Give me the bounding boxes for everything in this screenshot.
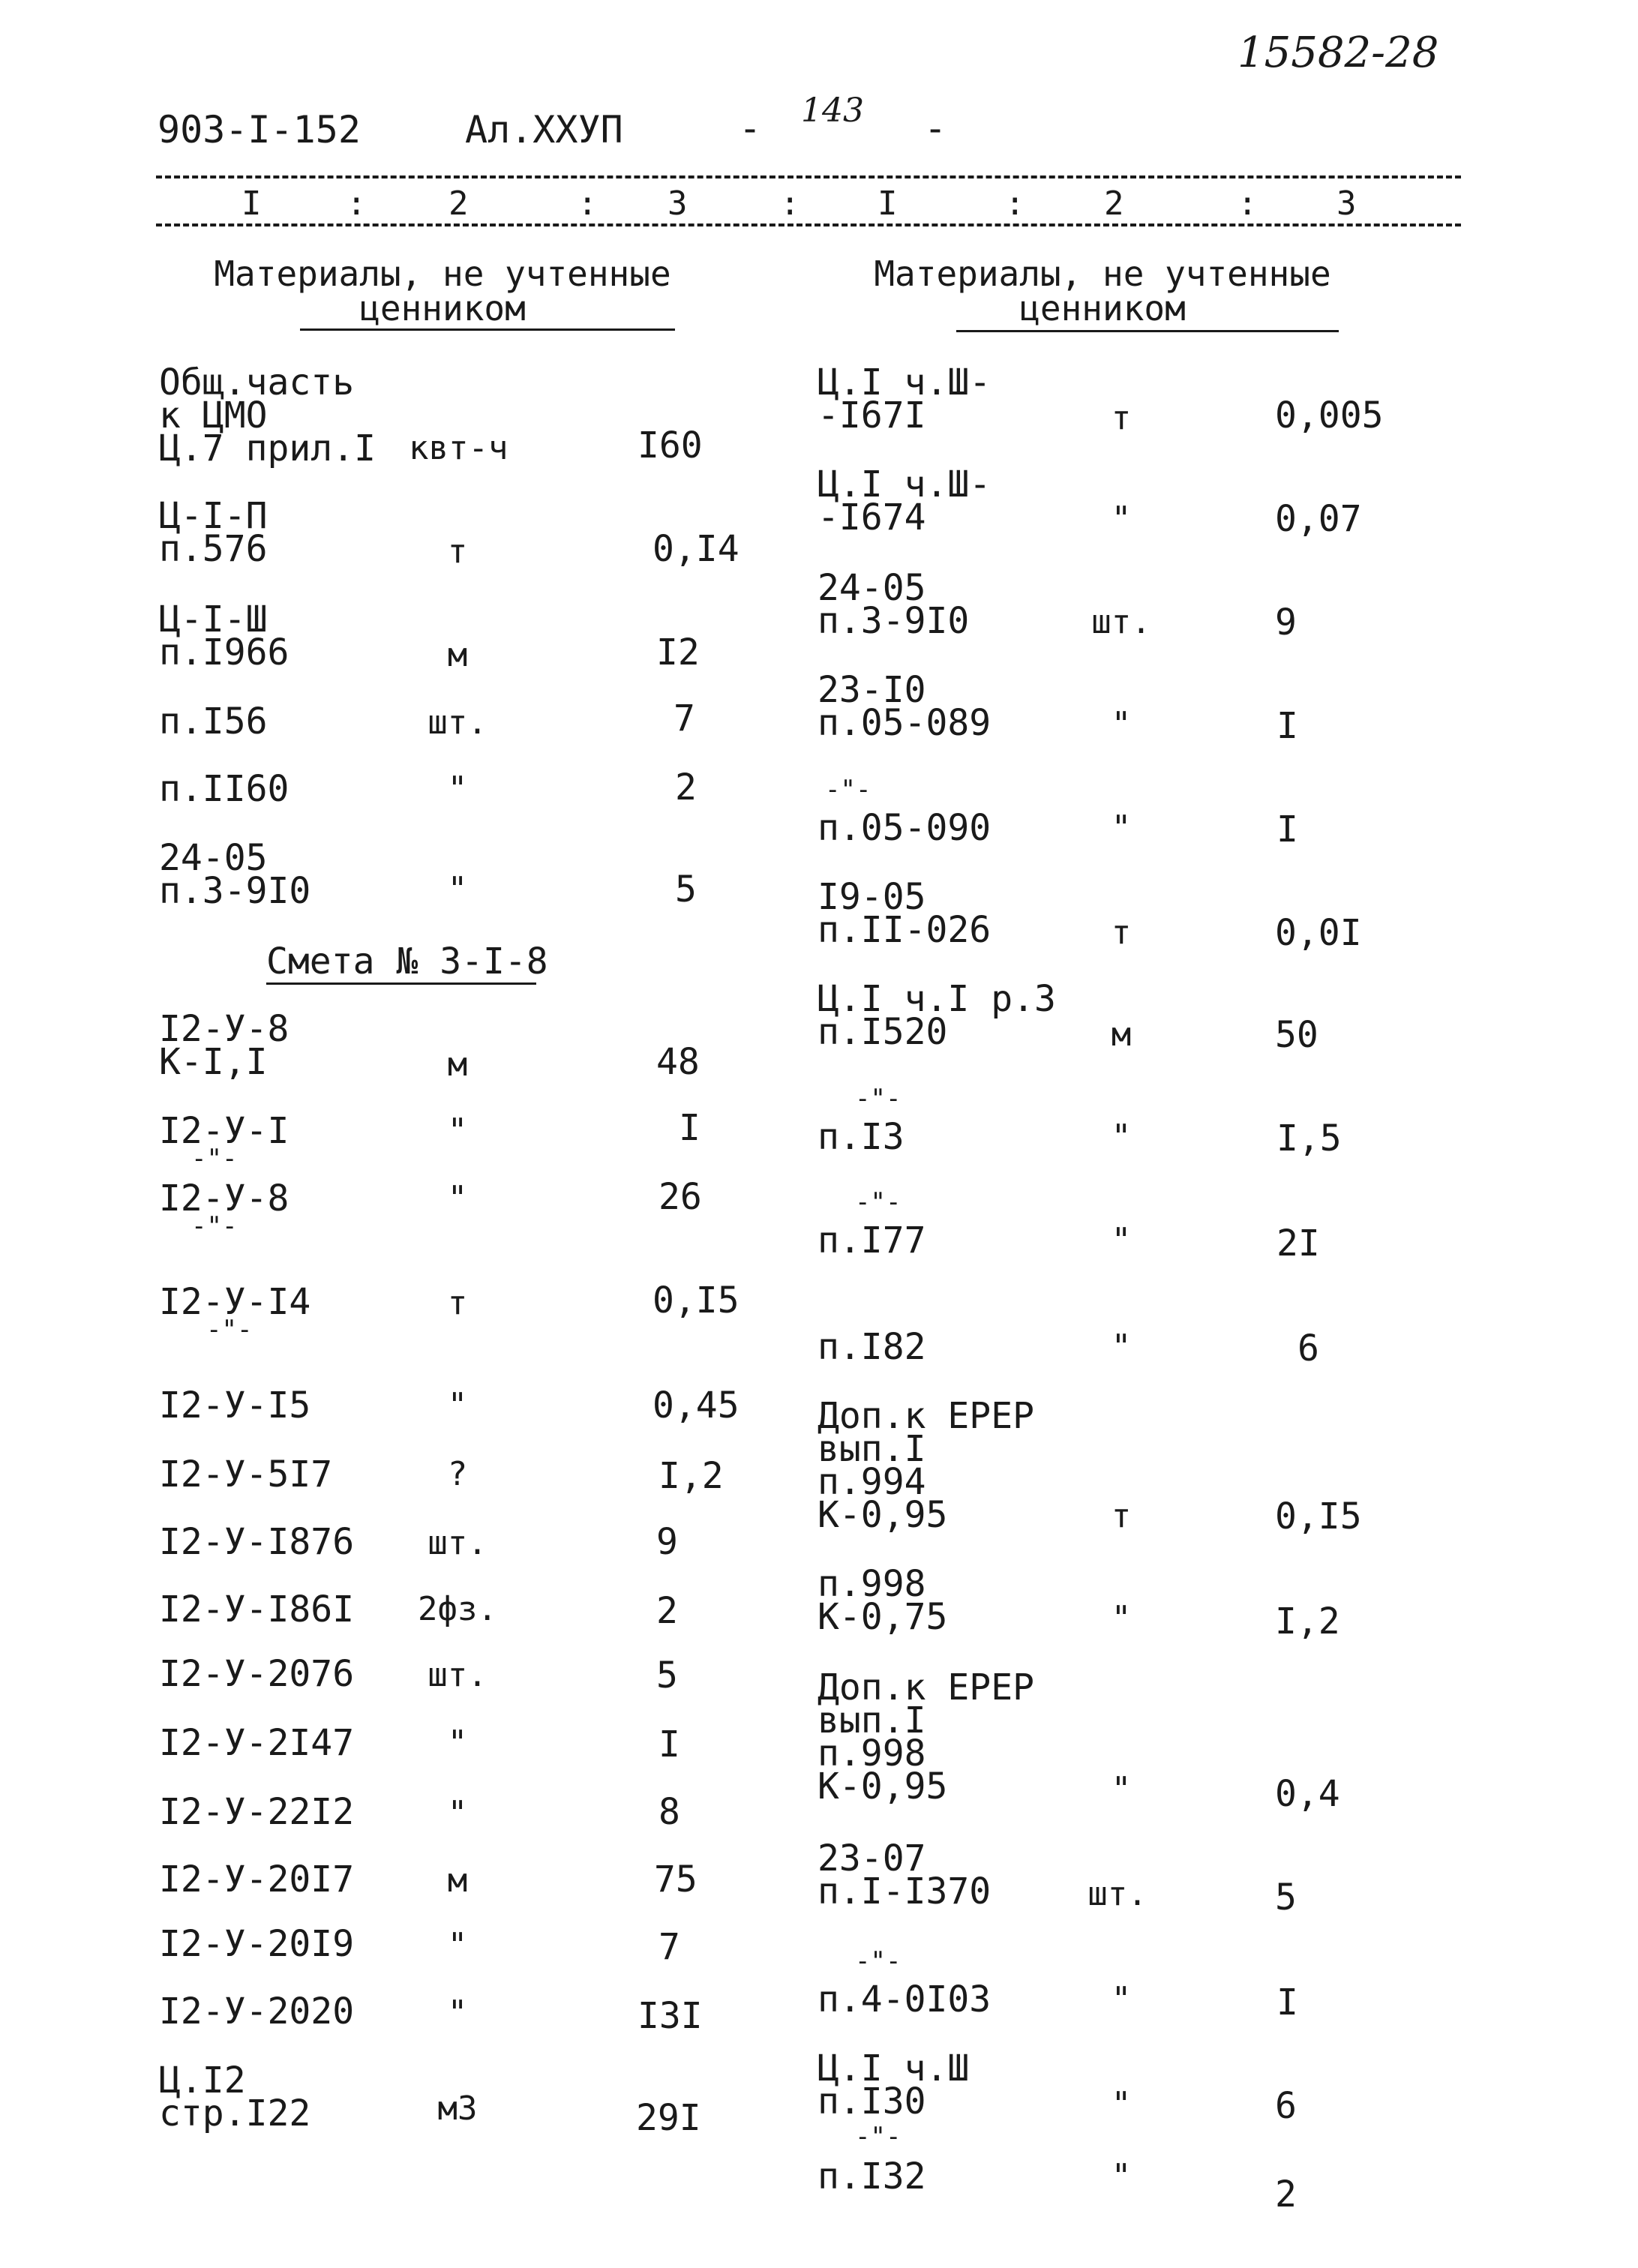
right-row-unit: т: [1111, 914, 1132, 952]
left-row-unit: т: [447, 1284, 468, 1322]
right-row-unit: м: [1111, 1016, 1132, 1054]
left-row-code: п.I56: [159, 700, 268, 742]
col-sep-right-1: :: [1005, 184, 1025, 223]
left-row-value: 7: [674, 698, 695, 740]
left-row-unit: ": [447, 1112, 468, 1150]
ditto-mark: -"-: [191, 1144, 238, 1174]
left-row-value: I2: [656, 632, 700, 674]
right-row-code: Доп.к ЕРЕР вып.I п.994 К-0,95: [818, 1395, 1034, 1536]
left-heading-line2: ценником: [359, 288, 526, 328]
left-row-code: I2-У-2020: [159, 1990, 355, 2032]
col-num-right-1: I: [878, 184, 898, 223]
col-sep-left-1: :: [346, 184, 367, 223]
right-row-value: 9: [1275, 602, 1297, 644]
right-row-code: Ц.I ч.Ш- -I67I: [818, 362, 992, 436]
left-row-unit: м: [447, 1862, 468, 1900]
right-row-code: Ц.I ч.Ш п.I30: [818, 2048, 970, 2122]
left-row-value: 29I: [636, 2097, 701, 2139]
col-sep-center: :: [780, 184, 800, 223]
left-row-unit: м: [447, 1046, 468, 1084]
col-num-left-1: I: [242, 184, 262, 223]
col-num-right-3: 3: [1336, 184, 1357, 223]
left-row-value: I3I: [638, 1995, 703, 2037]
right-row-code: п.05-090: [818, 807, 992, 849]
left-row-unit: ": [447, 870, 468, 908]
left-heading-line1: Материалы, не учтенные: [214, 254, 671, 294]
left-row-value: 0,I4: [652, 528, 740, 570]
right-row-unit: шт.: [1091, 603, 1151, 641]
header-dashed-rule-top: [156, 176, 1461, 178]
left-row-code: I2-У-I: [159, 1110, 290, 1152]
page-number: 143: [801, 92, 864, 130]
ditto-mark: -"-: [191, 1211, 238, 1241]
right-row-unit: ": [1111, 1328, 1132, 1366]
left-row-code: п.II60: [159, 768, 290, 810]
right-row-unit: ": [1111, 1980, 1132, 2018]
right-row-value: I: [1276, 1982, 1298, 2024]
right-row-value: 0,0I: [1275, 912, 1362, 954]
right-row-unit: шт.: [1088, 1875, 1148, 1913]
left-row-value: 26: [658, 1176, 702, 1218]
left-row-code: I2-У-5I7: [159, 1454, 333, 1496]
left-row-value: 5: [656, 1654, 678, 1696]
left-row-code: 24-05 п.3-9I0: [159, 837, 311, 912]
left-row-code: I2-У-8 К-I,I: [159, 1008, 290, 1083]
left-row-unit: ": [447, 1179, 468, 1217]
right-row-unit: ": [1111, 1599, 1132, 1637]
left-row-unit: т: [447, 532, 468, 571]
right-row-unit: ": [1111, 1770, 1132, 1808]
right-row-code: п.I3: [818, 1116, 904, 1158]
left-row-unit: шт.: [428, 1656, 488, 1694]
right-row-code: Доп.к ЕРЕР вып.I п.998 К-0,95: [818, 1666, 1034, 1808]
col-sep-left-2: :: [578, 184, 598, 223]
page-dash-left: -: [739, 106, 762, 150]
right-row-code: 23-07 п.I-I370: [818, 1838, 992, 1912]
left-row-value: I: [679, 1107, 700, 1149]
right-row-value: 6: [1298, 1328, 1319, 1370]
left-row-value: 0,45: [652, 1384, 740, 1426]
right-row-unit: ": [1111, 1221, 1132, 1259]
col-sep-right-2: :: [1238, 184, 1258, 223]
page-dash-right: -: [924, 106, 947, 150]
left-row-unit: ": [447, 1386, 468, 1424]
right-row-value: 0,005: [1275, 394, 1384, 436]
right-row-code: 24-05 п.3-9I0: [818, 567, 970, 642]
right-row-value: 5: [1275, 1876, 1297, 1918]
right-row-code: Ц.I ч.Ш- -I674: [818, 464, 992, 538]
right-row-code: п.I77: [818, 1220, 926, 1262]
right-row-unit: т: [1111, 399, 1132, 437]
right-row-value: 0,4: [1275, 1773, 1340, 1815]
left-row-value: 5: [675, 868, 697, 910]
right-row-code: Ц.I ч.I р.3 п.I520: [818, 978, 1056, 1053]
smeta-underline: [266, 982, 536, 985]
left-row-value: 8: [658, 1791, 680, 1833]
right-row-unit: ": [1111, 705, 1132, 743]
left-row-code: I2-У-2076: [159, 1653, 355, 1695]
right-heading-line1: Материалы, не учтенные: [874, 254, 1331, 294]
right-row-value: I,2: [1275, 1600, 1340, 1642]
right-row-code: п.I82: [818, 1326, 926, 1368]
album-label: Ал.ХХУП: [465, 108, 623, 152]
left-row-code: I2-У-I5: [159, 1384, 311, 1426]
right-row-value: 6: [1275, 2085, 1297, 2127]
left-row-code: Общ.часть к ЦМО Ц.7 прил.I: [159, 362, 376, 470]
left-row-code: I2-У-22I2: [159, 1791, 355, 1833]
col-num-right-2: 2: [1104, 184, 1124, 223]
left-row-unit: ": [447, 1724, 468, 1762]
left-row-code: I2-У-8: [159, 1178, 290, 1220]
right-row-unit: ": [1111, 808, 1132, 847]
right-row-code: п.4-0I03: [818, 1978, 992, 2020]
right-row-code: п.998 К-0,75: [818, 1563, 948, 1638]
left-row-code: I2-У-20I9: [159, 1923, 355, 1965]
left-row-value: 2: [656, 1590, 678, 1632]
left-row-unit: ": [447, 1994, 468, 2032]
ditto-mark: -"-: [855, 1084, 902, 1114]
left-row-value: 75: [654, 1858, 698, 1900]
left-row-unit: м3: [437, 2090, 478, 2128]
right-row-unit: ": [1111, 2157, 1132, 2195]
header-dashed-rule-bottom: [156, 224, 1461, 226]
right-row-unit: ": [1111, 2085, 1132, 2123]
right-row-unit: ": [1111, 1118, 1132, 1156]
left-row-unit: 2фз.: [418, 1590, 497, 1628]
right-row-value: 2: [1275, 2174, 1297, 2216]
left-row-code: I2-У-I876: [159, 1521, 355, 1563]
right-row-code: 23-I0 п.05-089: [818, 669, 992, 744]
left-row-unit: ?: [447, 1455, 468, 1493]
left-row-code: Ц.I2 стр.I22: [159, 2060, 311, 2134]
ditto-mark: -"-: [825, 775, 872, 805]
left-heading-underline: [300, 328, 675, 331]
right-row-value: 0,07: [1275, 498, 1362, 540]
right-row-value: I: [1276, 808, 1298, 850]
left-row-unit: ": [447, 1794, 468, 1832]
right-row-value: 2I: [1276, 1222, 1320, 1264]
left-row-code: Ц-I-П п.576: [159, 495, 268, 570]
right-row-value: I: [1276, 705, 1298, 747]
left-row-value: I,2: [658, 1455, 724, 1497]
left-row-value: 9: [656, 1521, 678, 1563]
right-row-unit: ": [1111, 500, 1132, 538]
left-row-unit: ": [447, 770, 468, 808]
left-row-value: 48: [656, 1041, 700, 1083]
left-row-value: I: [658, 1724, 680, 1766]
right-row-value: 50: [1275, 1014, 1318, 1056]
left-row-unit: шт.: [428, 1524, 488, 1562]
col-num-left-2: 2: [448, 184, 469, 223]
ditto-mark: -"-: [855, 2122, 902, 2152]
ditto-mark: -"-: [206, 1315, 253, 1345]
right-row-unit: т: [1111, 1497, 1132, 1535]
right-row-code: I9-05 п.II-026: [818, 876, 992, 951]
left-row-code: I2-У-I4: [159, 1281, 311, 1323]
left-row-value: 0,I5: [652, 1280, 740, 1322]
left-row-code: I2-У-I86I: [159, 1588, 355, 1630]
right-heading-line2: ценником: [1019, 288, 1186, 328]
left-row-code: Ц-I-Ш п.I966: [159, 598, 290, 674]
col-num-left-3: 3: [668, 184, 688, 223]
left-row-unit: квт-ч: [409, 429, 508, 467]
ditto-mark: -"-: [855, 1187, 902, 1217]
left-row-value: I60: [638, 424, 703, 466]
left-row-value: 7: [658, 1926, 680, 1968]
left-row-unit: ": [447, 1926, 468, 1964]
left-row-unit: шт.: [428, 704, 488, 742]
left-row-value: 2: [675, 766, 697, 808]
corner-number: 15582-28: [1238, 28, 1439, 77]
smeta-label: Смета № 3-I-8: [266, 940, 548, 982]
ditto-mark: -"-: [855, 1946, 902, 1976]
right-row-value: I,5: [1276, 1118, 1342, 1160]
left-row-unit: м: [447, 636, 468, 674]
right-heading-underline: [956, 330, 1339, 332]
doc-code: 903-I-152: [158, 108, 361, 152]
right-row-code: п.I32: [818, 2156, 926, 2198]
left-row-code: I2-У-2I47: [159, 1722, 355, 1764]
left-row-code: I2-У-20I7: [159, 1858, 355, 1900]
right-row-value: 0,I5: [1275, 1496, 1362, 1538]
